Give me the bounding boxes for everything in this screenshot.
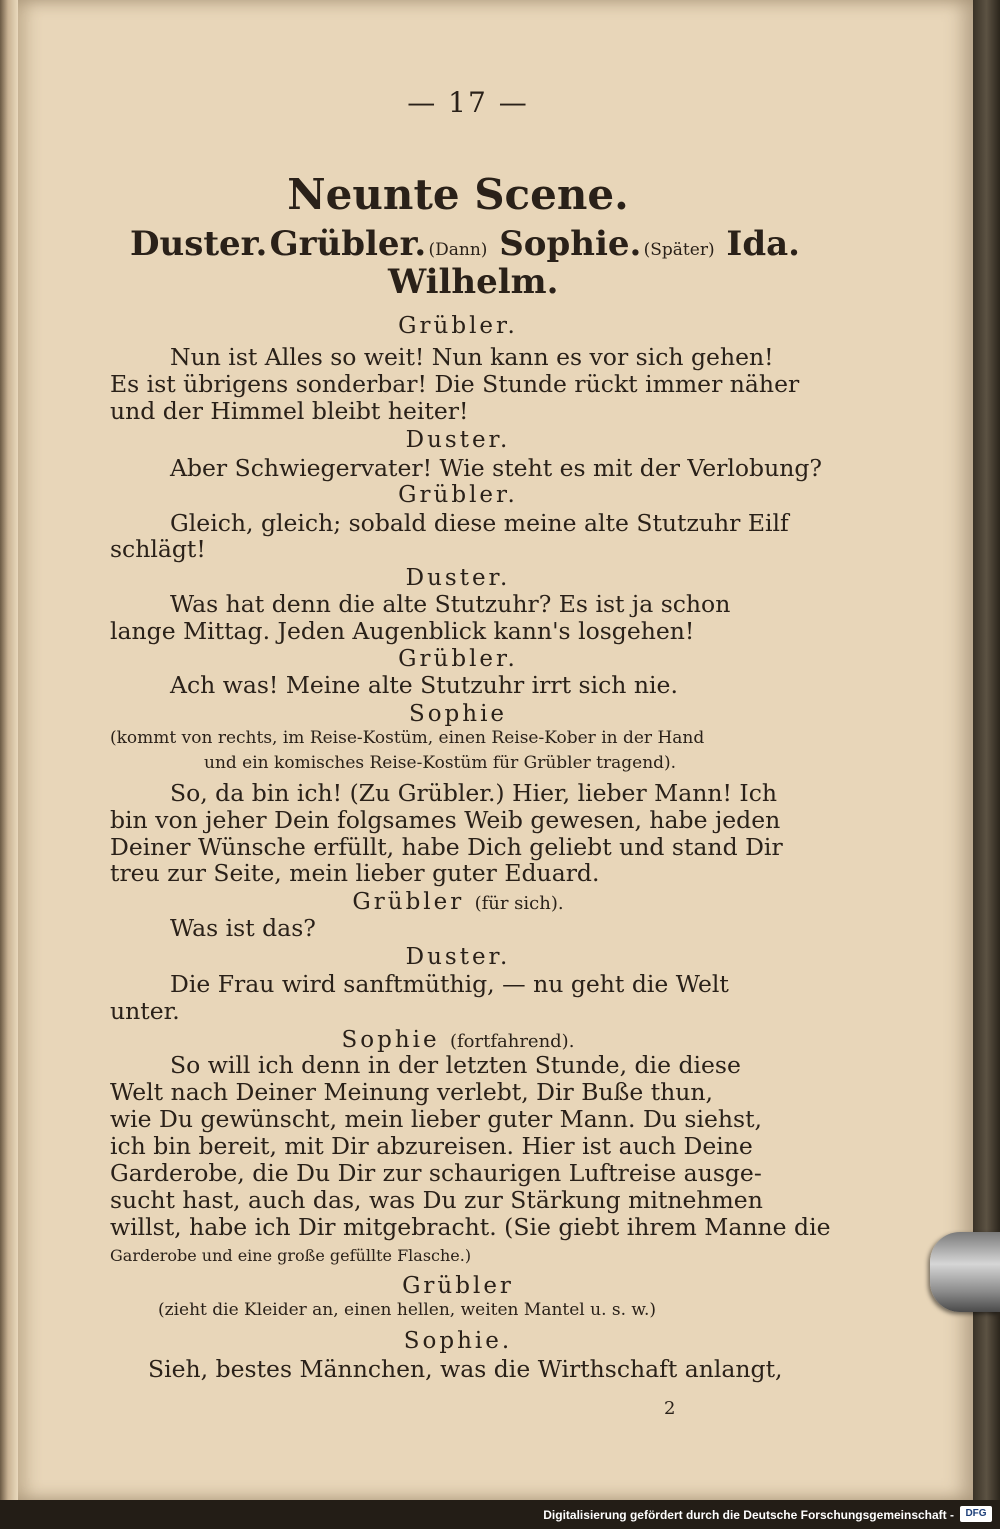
stage-direction: (für sich).: [474, 893, 564, 914]
dialogue-line: Welt nach Deiner Meinung verlebt, Dir Buße thun,: [110, 1078, 714, 1106]
dialogue-line: So, da bin ich! (Zu Grübler.) Hier, lieber Mann! Ich: [170, 779, 778, 807]
book-page: [18, 0, 973, 1500]
dialogue-line: Es ist übrigens sonderbar! Die Stunde rückt immer näher: [110, 370, 800, 398]
dialogue-line: Was hat denn die alte Stutzuhr? Es ist ja schon: [170, 590, 731, 618]
dialogue-line: Was ist das?: [170, 914, 316, 942]
stage-direction: und ein komisches Reise-Kostüm für Grübler tragend).: [204, 753, 677, 773]
left-page-edge: [0, 0, 18, 1529]
dialogue-line: lange Mittag. Jeden Augenblick kann's losgehen!: [110, 617, 695, 645]
dialogue-line: sucht hast, auch das, was Du zur Stärkung mitnehmen: [110, 1186, 763, 1214]
dialogue-line: Sieh, bestes Männchen, was die Wirthschaft anlangt,: [148, 1355, 783, 1383]
cast-wilhelm: Wilhelm.: [388, 262, 559, 302]
cast-ida: Ida.: [726, 224, 800, 264]
signature-mark: 2: [664, 1398, 676, 1419]
dialogue-line: und der Himmel bleibt heiter!: [110, 397, 469, 425]
dialogue-line: Ach was! Meine alte Stutzuhr irrt sich nie.: [170, 671, 678, 699]
cast-list: [130, 224, 800, 264]
footer-credit: Digitalisierung gefördert durch die Deutsche Forschungsgemeinschaft -: [543, 1508, 954, 1522]
scene-title: Neunte Scene.: [287, 170, 629, 219]
speaker-name: Grübler.: [398, 482, 518, 508]
dialogue-line: ich bin bereit, mit Dir abzureisen. Hier ist auch Deine: [110, 1132, 753, 1160]
cast-note-dann: (Dann): [428, 240, 488, 260]
speaker-name: Grübler.: [398, 646, 518, 672]
dialogue-line: Aber Schwiegervater! Wie steht es mit der Verlobung?: [170, 454, 822, 482]
speaker-name: Duster.: [405, 427, 511, 453]
dialogue-line: schlägt!: [110, 535, 206, 563]
page-clip: [930, 1232, 1000, 1312]
speaker-name: Grübler: [352, 889, 465, 915]
speaker-name: Sophie.: [403, 1328, 513, 1354]
cast-gruebler: Grübler.: [269, 224, 427, 264]
dialogue-line: wie Du gewünscht, mein lieber guter Mann. Du siehst,: [110, 1105, 762, 1133]
cast-duster: Duster.: [130, 224, 268, 264]
dialogue-line: Gleich, gleich; sobald diese meine alte Stutzuhr Eilf: [170, 509, 789, 537]
speaker-heading: [18, 1027, 898, 1053]
cast-sophie: Sophie.: [499, 224, 642, 264]
cast-note-spaeter: (Später): [643, 240, 715, 260]
dialogue-line: treu zur Seite, mein lieber guter Eduard.: [110, 859, 600, 887]
speaker-name: Grübler: [402, 1273, 514, 1299]
dialogue-line: bin von jeher Dein folgsames Weib gewesen, habe jeden: [110, 806, 781, 834]
speaker-name: Sophie: [408, 701, 508, 727]
dialogue-line: unter.: [110, 997, 180, 1025]
dialogue-line: So will ich denn in der letzten Stunde, die diese: [170, 1051, 741, 1079]
dialogue-line: Nun ist Alles so weit! Nun kann es vor sich gehen!: [170, 343, 774, 371]
speaker-heading: [18, 889, 898, 915]
dialogue-line: Garderobe, die Du Dir zur schaurigen Luftreise ausge-: [110, 1159, 762, 1187]
dialogue-line: willst, habe ich Dir mitgebracht. (Sie giebt ihrem Manne die: [110, 1213, 831, 1241]
stage-direction: (zieht die Kleider an, einen hellen, weiten Mantel u. s. w.): [158, 1300, 656, 1320]
stage-direction: (fortfahrend).: [449, 1031, 575, 1052]
speaker-name: Duster.: [405, 565, 511, 591]
stage-direction: (kommt von rechts, im Reise-Kostüm, einen Reise-Kober in der Hand: [110, 728, 705, 748]
page-number: — 17 —: [407, 86, 529, 119]
speaker-name: Sophie: [341, 1027, 440, 1053]
stage-direction: Garderobe und eine große gefüllte Flasche.): [110, 1246, 472, 1265]
speaker-name: Grübler.: [398, 313, 518, 339]
dialogue-line: Deiner Wünsche erfüllt, habe Dich geliebt und stand Dir: [110, 833, 783, 861]
dialogue-line: Die Frau wird sanftmüthig, — nu geht die Welt: [170, 970, 729, 998]
dfg-logo: DFG: [960, 1506, 992, 1522]
speaker-name: Duster.: [405, 944, 511, 970]
